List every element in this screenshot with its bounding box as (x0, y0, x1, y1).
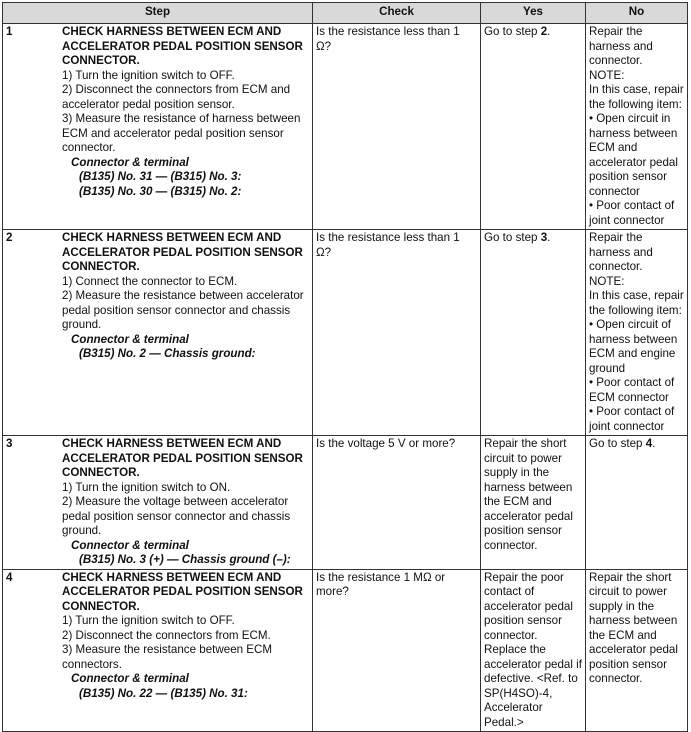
check-cell: Is the voltage 5 V or more? (313, 436, 481, 570)
step-instruction: 3) Measure the resistance of harness between ECM and accelerator pedal position sensor connector. (62, 112, 301, 154)
yes-step-link[interactable]: 2 (540, 25, 548, 38)
yes-suffix: . (547, 25, 551, 38)
yes-cell: Repair the poor contact of accelerator pedal position sensor connector. Replace the accelerator pedal if defective. <Ref. to SP(H4SO)-4, Accelerator Pedal.> (481, 569, 586, 732)
step-instruction: 2) Disconnect the connectors from ECM. (62, 628, 271, 642)
yes-cell: Repair the short circuit to power supply in the harness between the ECM and accelerator pedal position sensor connector. (481, 436, 586, 570)
no-line: In this case, repair the following item: (589, 83, 684, 111)
step-number: 2 (6, 231, 13, 244)
step-instruction: 1) Connect the connector to ECM. (62, 274, 238, 288)
table-header-row (3, 3, 688, 24)
no-prefix: Go to step (589, 437, 646, 450)
no-cell (586, 230, 688, 436)
connector-terminal: (B135) No. 22 — (B135) No. 31: (79, 686, 248, 700)
yes-prefix: Go to step (484, 25, 541, 38)
connector-label: Connector & terminal (71, 155, 189, 169)
connector-terminal: (B135) No. 31 — (B315) No. 3: (79, 170, 242, 183)
header-step: Step (3, 3, 313, 24)
table-row (3, 24, 688, 230)
no-line: In this case, repair the following item: (589, 289, 684, 317)
connector-label: Connector & terminal (71, 332, 189, 346)
yes-cell (481, 230, 586, 436)
step-title: CHECK HARNESS BETWEEN ECM AND ACCELERATOR PEDAL POSITION SENSOR CONNECTOR. (62, 437, 303, 479)
no-cell (586, 436, 688, 570)
step-cell (3, 436, 313, 570)
step-cell (3, 24, 313, 230)
yes-step-link[interactable]: 3 (540, 231, 548, 244)
no-line: NOTE: (589, 68, 625, 82)
connector-terminal: (B315) No. 3 (+) — Chassis ground (–): (79, 553, 291, 566)
table-row (3, 230, 688, 436)
step-instruction: 2) Measure the voltage between accelerator pedal position sensor connector and chassis ground. (62, 495, 291, 537)
step-instruction: 3) Measure the resistance between ECM connectors. (62, 643, 273, 671)
check-cell: Is the resistance 1 MΩ or more? (313, 569, 481, 732)
no-line: Repair the harness and connector. (589, 25, 653, 67)
no-line: NOTE: (589, 274, 625, 288)
yes-suffix: . (547, 231, 551, 244)
step-instruction: 2) Disconnect the connectors from ECM and accelerator pedal position sensor. (62, 83, 291, 111)
step-cell (3, 569, 313, 732)
yes-cell (481, 24, 586, 230)
step-instruction: 1) Turn the ignition switch to ON. (62, 480, 231, 494)
yes-prefix: Go to step (484, 231, 541, 244)
diagnostic-table (2, 2, 688, 732)
header-check: Check (313, 3, 481, 24)
header-yes: Yes (481, 3, 586, 24)
step-title: CHECK HARNESS BETWEEN ECM AND ACCELERATOR PEDAL POSITION SENSOR CONNECTOR. (62, 570, 303, 613)
no-cell (586, 24, 688, 230)
no-suffix: . (652, 437, 656, 450)
step-instruction: 1) Turn the ignition switch to OFF. (62, 614, 235, 627)
connector-label: Connector & terminal (71, 538, 189, 552)
no-step-link[interactable]: 4 (645, 437, 653, 450)
no-cell: Repair the short circuit to power supply in the harness between the ECM and accelerator pedal position sensor connector. (586, 569, 688, 732)
no-line: • Open circuit of harness between ECM and engine ground (589, 318, 678, 375)
table-row (3, 569, 688, 732)
no-line: • Poor contact of joint connector (589, 199, 675, 227)
no-line: • Poor contact of joint connector (589, 405, 675, 433)
check-cell: Is the resistance less than 1 Ω? (313, 230, 481, 436)
connector-terminal: (B135) No. 30 — (B315) No. 2: (79, 184, 242, 198)
step-title: CHECK HARNESS BETWEEN ECM AND ACCELERATOR PEDAL POSITION SENSOR CONNECTOR. (62, 25, 303, 67)
no-line: • Poor contact of ECM connector (589, 376, 675, 404)
step-cell (3, 230, 313, 436)
step-number: 3 (6, 437, 13, 450)
step-number: 4 (6, 570, 13, 584)
step-instruction: 2) Measure the resistance between accelerator pedal position sensor connector and chassis ground. (62, 289, 304, 331)
step-instruction: 1) Turn the ignition switch to OFF. (62, 68, 235, 82)
check-cell: Is the resistance less than 1 Ω? (313, 24, 481, 230)
step-number: 1 (6, 25, 13, 38)
connector-label: Connector & terminal (71, 672, 189, 685)
step-title: CHECK HARNESS BETWEEN ECM AND ACCELERATOR PEDAL POSITION SENSOR CONNECTOR. (62, 231, 303, 273)
header-no: No (586, 3, 688, 24)
no-line: • Open circuit in harness between ECM and accelerator pedal position sensor connector (589, 112, 678, 198)
table-row (3, 436, 688, 570)
connector-terminal: (B315) No. 2 — Chassis ground: (79, 347, 256, 360)
no-line: Repair the harness and connector. (589, 231, 653, 273)
